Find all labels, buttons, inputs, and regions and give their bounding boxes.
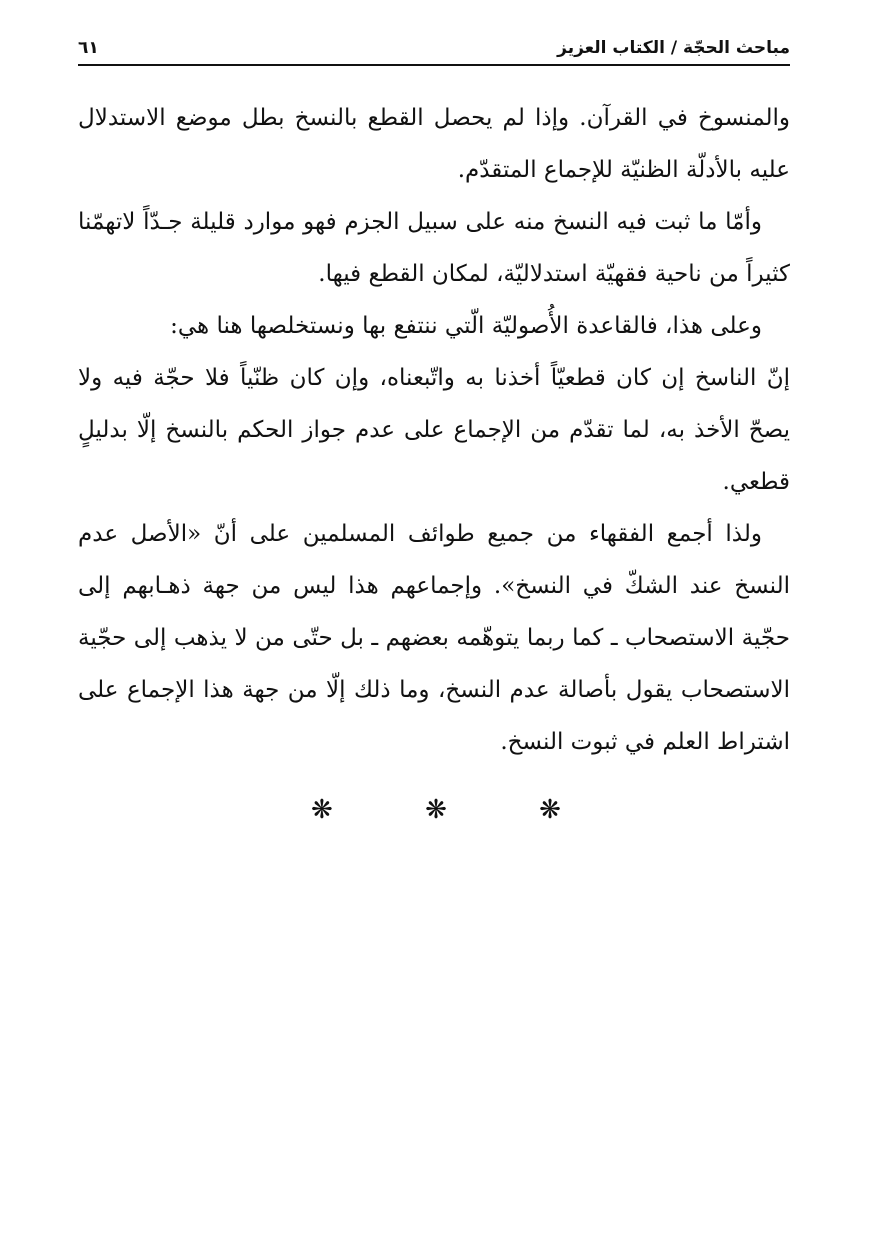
page-header (78, 34, 790, 66)
paragraph: ولذا أجمع الفقهاء من جميع طوائف المسلمين على أنّ «الأصل عدم النسخ عند الشكّ في النسخ». وإجماعهم هذا ليس من جهة ذهـابهم إلى حجّية الاستصحاب ـ كما ربما يتوهّمه بعضهم ـ بل حتّى من لا يذهب إلى حجّية الاستصحاب يقول بأصالة عدم النسخ، وما ذلك إلّا من جهة هذا الإجماع على اشتراط العلم في ثبوت النسخ. (78, 521, 790, 755)
body-text (78, 92, 790, 768)
separator-ornament-icon: ❋ (311, 795, 333, 825)
paragraph-continuation: والمنسوخ في القرآن. وإذا لم يحصل القطع بالنسخ بطل موضع الاستدلال عليه بالأدلّة الظنيّة للإجماع المتقدّم. (78, 105, 790, 183)
separator-ornament-icon: ❋ (539, 795, 561, 825)
section-separator (0, 790, 872, 830)
paragraph-rule: إنّ الناسخ إن كان قطعيّاً أخذنا به واتّبعناه، وإن كان ظنّياً فلا حجّة فيه ولا يصحّ الأخذ به، لما تقدّم من الإجماع على عدم جواز الحكم بالنسخ إلّا بدليلٍ قطعي. (78, 365, 790, 495)
paragraph: وأمّا ما ثبت فيه النسخ منه على سبيل الجزم فهو موارد قليلة جـدّاً لاتهمّنا كثيراً من ناحية فقهيّة استدلاليّة، لمكان القطع فيها. (78, 209, 790, 287)
separator-ornament-icon: ❋ (425, 795, 447, 825)
paragraph: وعلى هذا، فالقاعدة الأُصوليّة الّتي ننتفع بها ونستخلصها هنا هي: (170, 313, 762, 339)
running-header-title: مباحث الحجّة / الكتاب العزيز (557, 38, 790, 58)
page-number: ٦١ (78, 38, 99, 58)
